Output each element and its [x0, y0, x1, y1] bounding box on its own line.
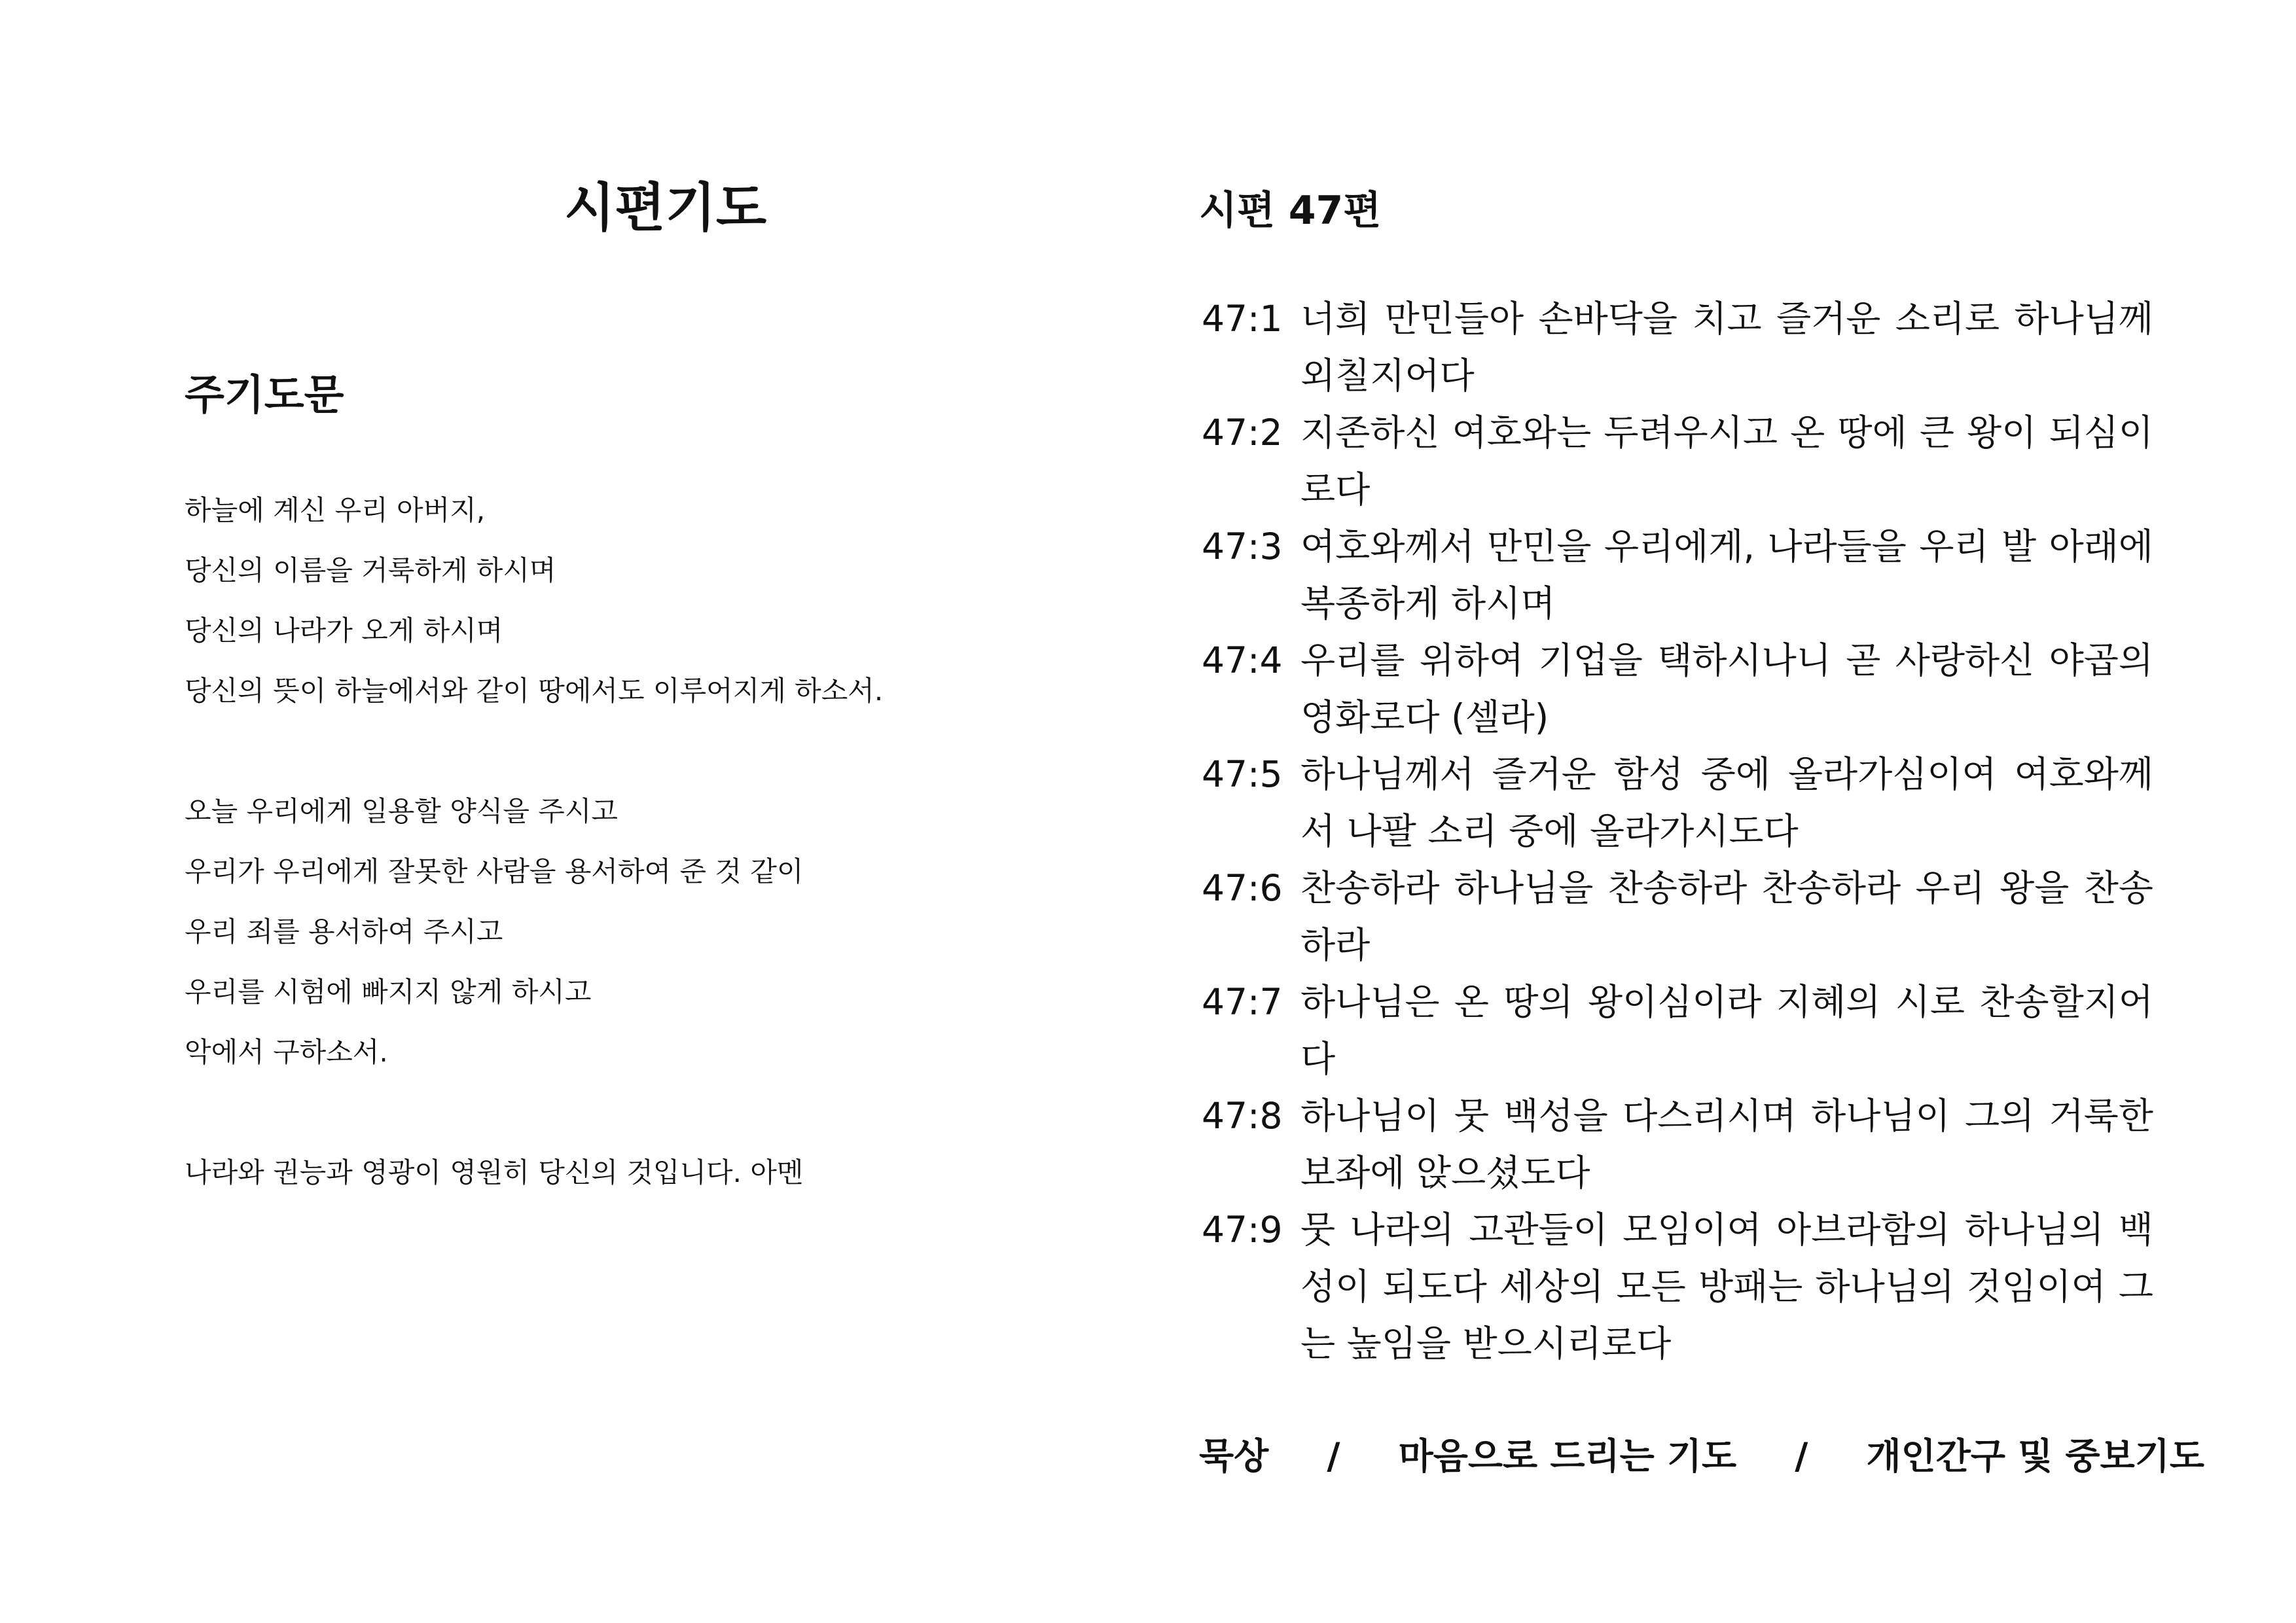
- verse-text: 우리를 위하여 기업을 택하시나니 곧 사랑하신 야곱의 영화로다 (셀라): [1300, 639, 2153, 738]
- verse: [1202, 518, 2153, 632]
- closing-heart-prayer: 마음으로 드리는 기도: [1398, 1435, 1737, 1477]
- verse-text: 하나님이 뭇 백성을 다스리시며 하나님이 그의 거룩한 보좌에 앉으셨도다: [1300, 1095, 2153, 1194]
- verse-text: 너희 만민들아 손바닥을 치고 즐거운 소리로 하나님께 외칠지어다: [1300, 298, 2153, 397]
- verse-text: 찬송하라 하나님을 찬송하라 찬송하라 우리 왕을 찬송하라: [1300, 867, 2153, 966]
- closing-separator: /: [1795, 1435, 1808, 1477]
- verse-number: 47:9: [1202, 1209, 1283, 1251]
- verse-number: 47:2: [1202, 412, 1283, 454]
- prayer-gap: [185, 1082, 883, 1143]
- page-title: 시편기도: [564, 177, 767, 238]
- verse-number: 47:7: [1202, 981, 1283, 1023]
- verse-number: 47:1: [1202, 298, 1283, 340]
- verse-text: 여호와께서 만민을 우리에게, 나라들을 우리 발 아래에 복종하게 하시며: [1300, 526, 2153, 624]
- verse: [1202, 974, 2153, 1088]
- prayer-line: 우리를 시험에 빠지지 않게 하시고: [185, 976, 592, 1008]
- prayer-line: 하늘에 계신 우리 아버지,: [185, 494, 486, 526]
- prayer-line: 우리 죄를 용서하여 주시고: [185, 916, 503, 948]
- closing-intercession: 개인간구 및 중보기도: [1866, 1435, 2205, 1477]
- prayer-line: 우리가 우리에게 잘못한 사람을 용서하여 준 것 같이: [185, 855, 804, 887]
- prayer-line: 악에서 구하소서.: [185, 1036, 388, 1068]
- verse: [1202, 291, 2153, 404]
- verse-number: 47:4: [1202, 639, 1283, 681]
- verse: [1202, 404, 2153, 518]
- verse-number: 47:5: [1202, 753, 1283, 795]
- verse-text: 지존하신 여호와는 두려우시고 온 땅에 큰 왕이 되심이로다: [1300, 412, 2153, 510]
- psalm-verses: [1202, 291, 2153, 1372]
- prayer-line: 당신의 나라가 오게 하시며: [185, 615, 503, 647]
- verse: [1202, 632, 2153, 746]
- verse: [1202, 1088, 2153, 1202]
- verse-number: 47:8: [1202, 1095, 1283, 1137]
- closing-separator: /: [1327, 1435, 1340, 1477]
- lords-prayer-text: [185, 480, 883, 1203]
- verse-number: 47:6: [1202, 867, 1283, 909]
- closing-meditation: 묵상: [1199, 1435, 1269, 1477]
- prayer-line: 오늘 우리에게 일용할 양식을 주시고: [185, 795, 618, 827]
- verse: [1202, 1202, 2153, 1372]
- verse-number: 47:3: [1202, 526, 1283, 567]
- verse: [1202, 860, 2153, 974]
- closing-line: [1199, 1435, 2205, 1477]
- verse: [1202, 746, 2153, 860]
- prayer-line: 당신의 뜻이 하늘에서와 같이 땅에서도 이루어지게 하소서.: [185, 675, 884, 707]
- verse-text: 하나님께서 즐거운 함성 중에 올라가심이여 여호와께서 나팔 소리 중에 올라가시도다: [1300, 753, 2153, 852]
- lords-prayer-heading: 주기도문: [185, 371, 344, 419]
- prayer-gap: [185, 721, 883, 781]
- verse-text: 뭇 나라의 고관들이 모임이여 아브라함의 하나님의 백성이 되도다 세상의 모든 방패는 하나님의 것임이여 그는 높임을 받으시리로다: [1300, 1209, 2153, 1364]
- verse-text: 하나님은 온 땅의 왕이심이라 지혜의 시로 찬송할지어다: [1300, 981, 2153, 1080]
- prayer-line: 당신의 이름을 거룩하게 하시며: [185, 554, 556, 586]
- prayer-line: 나라와 권능과 영광이 영원히 당신의 것입니다. 아멘: [185, 1156, 804, 1188]
- psalm-heading: 시편 47편: [1199, 188, 1382, 234]
